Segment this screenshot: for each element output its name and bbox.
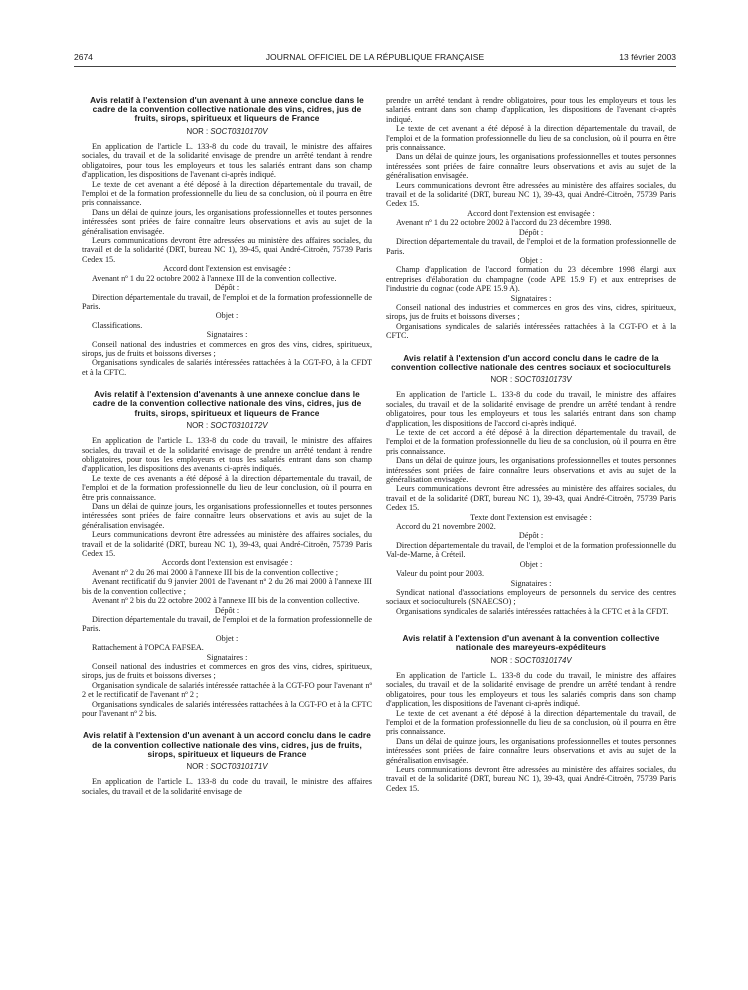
notice-2 (82, 390, 372, 718)
section-label: Dépôt : (214, 283, 240, 293)
paragraph: Avenant nº 2 du 26 mai 2000 à l'annexe III bis de la convention collective ; (92, 567, 338, 577)
paragraph: Direction départementale du travail, de l'emploi et de la formation professionnelle du Val-de-Marne, à Créteil. (386, 540, 676, 560)
issue-date: 13 février 2003 (619, 52, 676, 62)
paragraph: Le texte de cet accord a été déposé à la direction départementale du travail, de l'emploi et de la formation professionnelle du lieu de sa conclusion, où il pourra en être pris connaissance. (386, 428, 676, 456)
paragraph: Organisations syndicales de salariés intéressées rattachées à la CGT-FO et à la CFTC pour l'avenant nº 2 bis. (82, 699, 372, 718)
nor-code: SOCT0310170V (210, 126, 268, 136)
section-label: Accord dont l'extension est envisagée : (163, 264, 291, 274)
notice-title: Avis relatif à l'extension d'un avenant à une annexe conclue dans le cadre de la convention collective nationale des vins, cidres, jus de fruits, sirops, spiritueux et liqueurs de France (90, 95, 364, 124)
paragraph: En application de l'article L. 133-8 du code du travail, le ministre des affaires sociales, du travail et de la solidarité envisage de (82, 777, 372, 796)
section-label: Objet : (215, 311, 239, 321)
paragraph: Organisations syndicales de salariés intéressées rattachées à la CFTC et à la CFDT. (396, 606, 669, 616)
paragraph: Valeur du point pour 2003. (396, 569, 485, 579)
paragraph: Organisations syndicales de salariés intéressées rattachées à la CGT-FO et à la CFTC. (386, 321, 676, 341)
section-label: Texte dont l'extension est envisagée : (470, 512, 592, 522)
section-label: Dépôt : (518, 531, 544, 541)
nor-label: NOR : (186, 420, 209, 430)
header-rule (74, 66, 676, 67)
paragraph: Conseil national des industries et commerces en gros des vins, cidres, spiritueux, sirops, jus de fruits et boissons diverses ; (82, 661, 372, 681)
paragraph: Dans un délai de quinze jours, les organisations professionnelles et toutes personnes intéressées sont priées de faire connaître leurs observations et avis au sujet de la généralisation envisagée. (386, 736, 676, 765)
paragraph: Avenant nº 1 du 22 octobre 2002 à l'annexe III de la convention collective. (92, 273, 337, 283)
notice-3-continued (386, 96, 676, 341)
nor-code: SOCT0310174V (514, 655, 572, 665)
notice-title: Avis relatif à l'extension d'un avenant à la convention collective nationale des mareyeurs-expéditeurs (402, 633, 660, 653)
section-label: Accord dont l'extension est envisagée : (467, 208, 595, 218)
section-label: Signataires : (206, 652, 248, 662)
paragraph: Avenant rectificatif du 9 janvier 2001 de l'avenant nº 2 du 26 mai 2000 à l'annexe III bis de la convention collective ; (82, 577, 372, 596)
paragraph: Accord du 21 novembre 2002. (396, 522, 496, 532)
paragraph: Organisations syndicales de salariés intéressées rattachées à la CGT-FO, à la CFDT et à la CFTC. (82, 358, 372, 377)
paragraph: Le texte de ces avenants a été déposé à la direction départementale du travail, de l'emploi et de la formation professionnelle du lieu de leur conclusion, où il pourra en être pris connaissance. (82, 473, 372, 502)
journal-title: JOURNAL OFFICIEL DE LA RÉPUBLIQUE FRANÇAISE (265, 52, 485, 62)
nor-reference (82, 127, 372, 136)
paragraph: Organisation syndicale de salariés intéressée rattachée à la CGT-FO pour l'avenant nº 2 et le rectificatif de l'avenant nº 2 ; (82, 680, 372, 700)
notice-1 (82, 96, 372, 377)
paragraph: Dans un délai de quinze jours, les organisations professionnelles et toutes personnes intéressées sont priées de faire connaître leurs observations et avis au sujet de la généralisation envisagée. (386, 456, 676, 485)
section-label: Objet : (519, 255, 543, 265)
paragraph: Avenant nº 2 bis du 22 octobre 2002 à l'annexe III bis de la convention collective. (92, 596, 360, 606)
paragraph: Le texte de cet avenant a été déposé à la direction départementale du travail, de l'emploi et de la formation professionnelle du lieu de sa conclusion, où il pourra en être pris connaissance. (386, 124, 676, 153)
notice-5 (386, 634, 676, 793)
paragraph: Dans un délai de quinze jours, les organisations professionnelles et toutes personnes intéressées sont priées de faire connaître leurs observations et avis au sujet de la généralisation envisagée. (82, 502, 372, 530)
paragraph: Leurs communications devront être adressées au ministère des affaires sociales, du travail et de la solidarité (DRT, bureau NC 1), 39-43, quai André-Citroën, 75739 Paris Cedex 15. (386, 180, 676, 209)
paragraph: En application de l'article L. 133-8 du code du travail, le ministre des affaires sociales, du travail et de la solidarité envisage de prendre un arrêté tendant à rendre obligatoires, pour tous les employeurs et tous les salariés entrant dans son champ d'application, les dispositions de l'avenant ci-après indiqué. (82, 142, 372, 180)
nor-label: NOR : (490, 655, 513, 665)
section-label: Signataires : (510, 293, 552, 303)
paragraph: Rattachement à l'OPCA FAFSEA. (92, 643, 204, 653)
left-column (82, 96, 372, 796)
page-number: 2674 (74, 52, 93, 62)
nor-reference (82, 762, 372, 771)
paragraph: Leurs communications devront être adressées au ministère des affaires sociales, du travail et de la solidarité (DRT, bureau NC 1), 39-43, quai André-Citroën, 75739 Paris Cedex 15. (386, 484, 676, 513)
nor-code: SOCT0310172V (210, 420, 268, 430)
right-column (386, 96, 676, 793)
spacer (386, 341, 676, 354)
paragraph: En application de l'article L. 133-8 du code du travail, le ministre des affaires sociales, du travail et de la solidarité envisage de prendre un arrêté tendant à rendre obligatoires, pour tous les employeurs et tous les salariés entrant dans son champ d'application, les dispositions des avenants ci-après indiqués. (82, 436, 372, 474)
spacer (386, 616, 676, 634)
paragraph: Champ d'application de l'accord formation du 23 décembre 1998 élargi aux entreprises d'élaboration du champagne (code APE 15.9 F) et aux entreprises de l'industrie du cognac (code APE 15.9 A). (386, 265, 676, 294)
paragraph: Avenant nº 1 du 22 octobre 2002 à l'accord du 23 décembre 1998. (396, 218, 612, 228)
nor-reference (386, 375, 676, 384)
section-label: Dépôt : (518, 227, 544, 237)
notice-title: Avis relatif à l'extension d'un accord conclu dans le cadre de la convention collective nationale des centres sociaux et socioculturels (391, 352, 671, 372)
section-label: Dépôt : (214, 605, 240, 615)
paragraph: Conseil national des industries et commerces en gros des vins, cidres, spiritueux, sirops, jus de fruits et boissons diverses ; (386, 302, 676, 322)
paragraph: Leurs communications devront être adressées au ministère des affaires sociales, du travail et de la solidarité (DRT, bureau NC 1), 39-43, quai André-Citroën, 75739 Paris Cedex 15. (82, 530, 372, 559)
paragraph: Classifications. (92, 320, 143, 330)
paragraph: Dans un délai de quinze jours, les organisations professionnelles et toutes personnes intéressées sont priées de faire connaître leurs observations et avis au sujet de la généralisation envisagée. (82, 207, 372, 236)
paragraph: Le texte de cet avenant a été déposé à la direction départementale du travail, de l'emploi et de la formation professionnelle du lieu de sa conclusion, où il pourra en être pris connaissance. (82, 179, 372, 208)
section-label: Signataires : (510, 578, 552, 588)
notice-4 (386, 354, 676, 617)
paragraph: En application de l'article L. 133-8 du code du travail, le ministre des affaires sociales, du travail et de la solidarité envisage de prendre un arrêté tendant à rendre obligatoires, pour tous les employeurs et tous les salariés compris dans son champ d'application, les dispositions de l'avenant ci-après indiqué. (386, 670, 676, 709)
paragraph: Direction départementale du travail, de l'emploi et de la formation professionnelle de Paris. (82, 614, 372, 634)
nor-reference (386, 656, 676, 665)
nor-label: NOR : (186, 761, 209, 771)
page-header (74, 52, 676, 64)
paragraph: Direction départementale du travail, de l'emploi et de la formation professionnelle de Paris. (386, 237, 676, 256)
paragraph: prendre un arrêté tendant à rendre obligatoires, pour tous les employeurs et tous les salariés entrant dans son champ d'application, les dispositions de l'avenant ci-après indiqué. (386, 96, 676, 124)
paragraph: En application de l'article L. 133-8 du code du travail, le ministre des affaires sociales, du travail et de la solidarité envisage de prendre un arrêté tendant à rendre obligatoires, pour tous les employeurs et tous les salariés entrant dans son champ d'application, les dispositions de l'accord ci-après indiqué. (386, 390, 676, 428)
nor-label: NOR : (490, 374, 513, 384)
section-label: Signataires : (206, 330, 248, 340)
section-label: Objet : (519, 559, 543, 569)
paragraph: Dans un délai de quinze jours, les organisations professionnelles et toutes personnes intéressées sont priées de faire connaître leurs observations et avis au sujet de la généralisation envisagée. (386, 152, 676, 181)
paragraph: Syndicat national d'associations employeurs de personnels du service des centres sociaux et socioculturels (SNAECSO) ; (386, 587, 676, 607)
section-label: Objet : (215, 633, 239, 643)
paragraph: Direction départementale du travail, de l'emploi et de la formation professionnelle de Paris. (82, 292, 372, 311)
nor-label: NOR : (186, 126, 209, 136)
nor-code: SOCT0310173V (514, 374, 572, 384)
paragraph: Conseil national des industries et commerces en gros des vins, cidres, spiritueux, sirops, jus de fruits et boissons diverses ; (82, 339, 372, 358)
notice-title: Avis relatif à l'extension d'un avenant à un accord conclu dans le cadre de la convention collective nationale des vins, cidres, jus de fruits, sirops, spiritueux et liqueurs de France (83, 730, 371, 759)
notice-3-start (82, 731, 372, 796)
paragraph: Leurs communications devront être adressées au ministère des affaires sociales, du travail et de la solidarité (DRT, bureau NC 1), 39-43, quai André-Citroën, 75739 Paris Cedex 15. (386, 765, 676, 793)
notice-title: Avis relatif à l'extension d'avenants à une annexe conclue dans le cadre de la convention collective nationale des vins, cidres, jus de fruits, sirops, spiritueux et liqueurs de France (92, 389, 362, 418)
paragraph: Le texte de cet avenant a été déposé à la direction départementale du travail, de l'emploi et de la formation professionnelle du lieu de sa conclusion, où il pourra en être pris connaissance. (386, 708, 676, 737)
nor-code: SOCT0310171V (210, 761, 268, 771)
paragraph: Leurs communications devront être adressées au ministère des affaires sociales, du travail et de la solidarité (DRT, bureau NC 1), 39-45, quai André-Citroën, 75739 Paris Cedex 15. (82, 236, 372, 264)
section-label: Accords dont l'extension est envisagée : (161, 558, 293, 568)
nor-reference (82, 421, 372, 430)
